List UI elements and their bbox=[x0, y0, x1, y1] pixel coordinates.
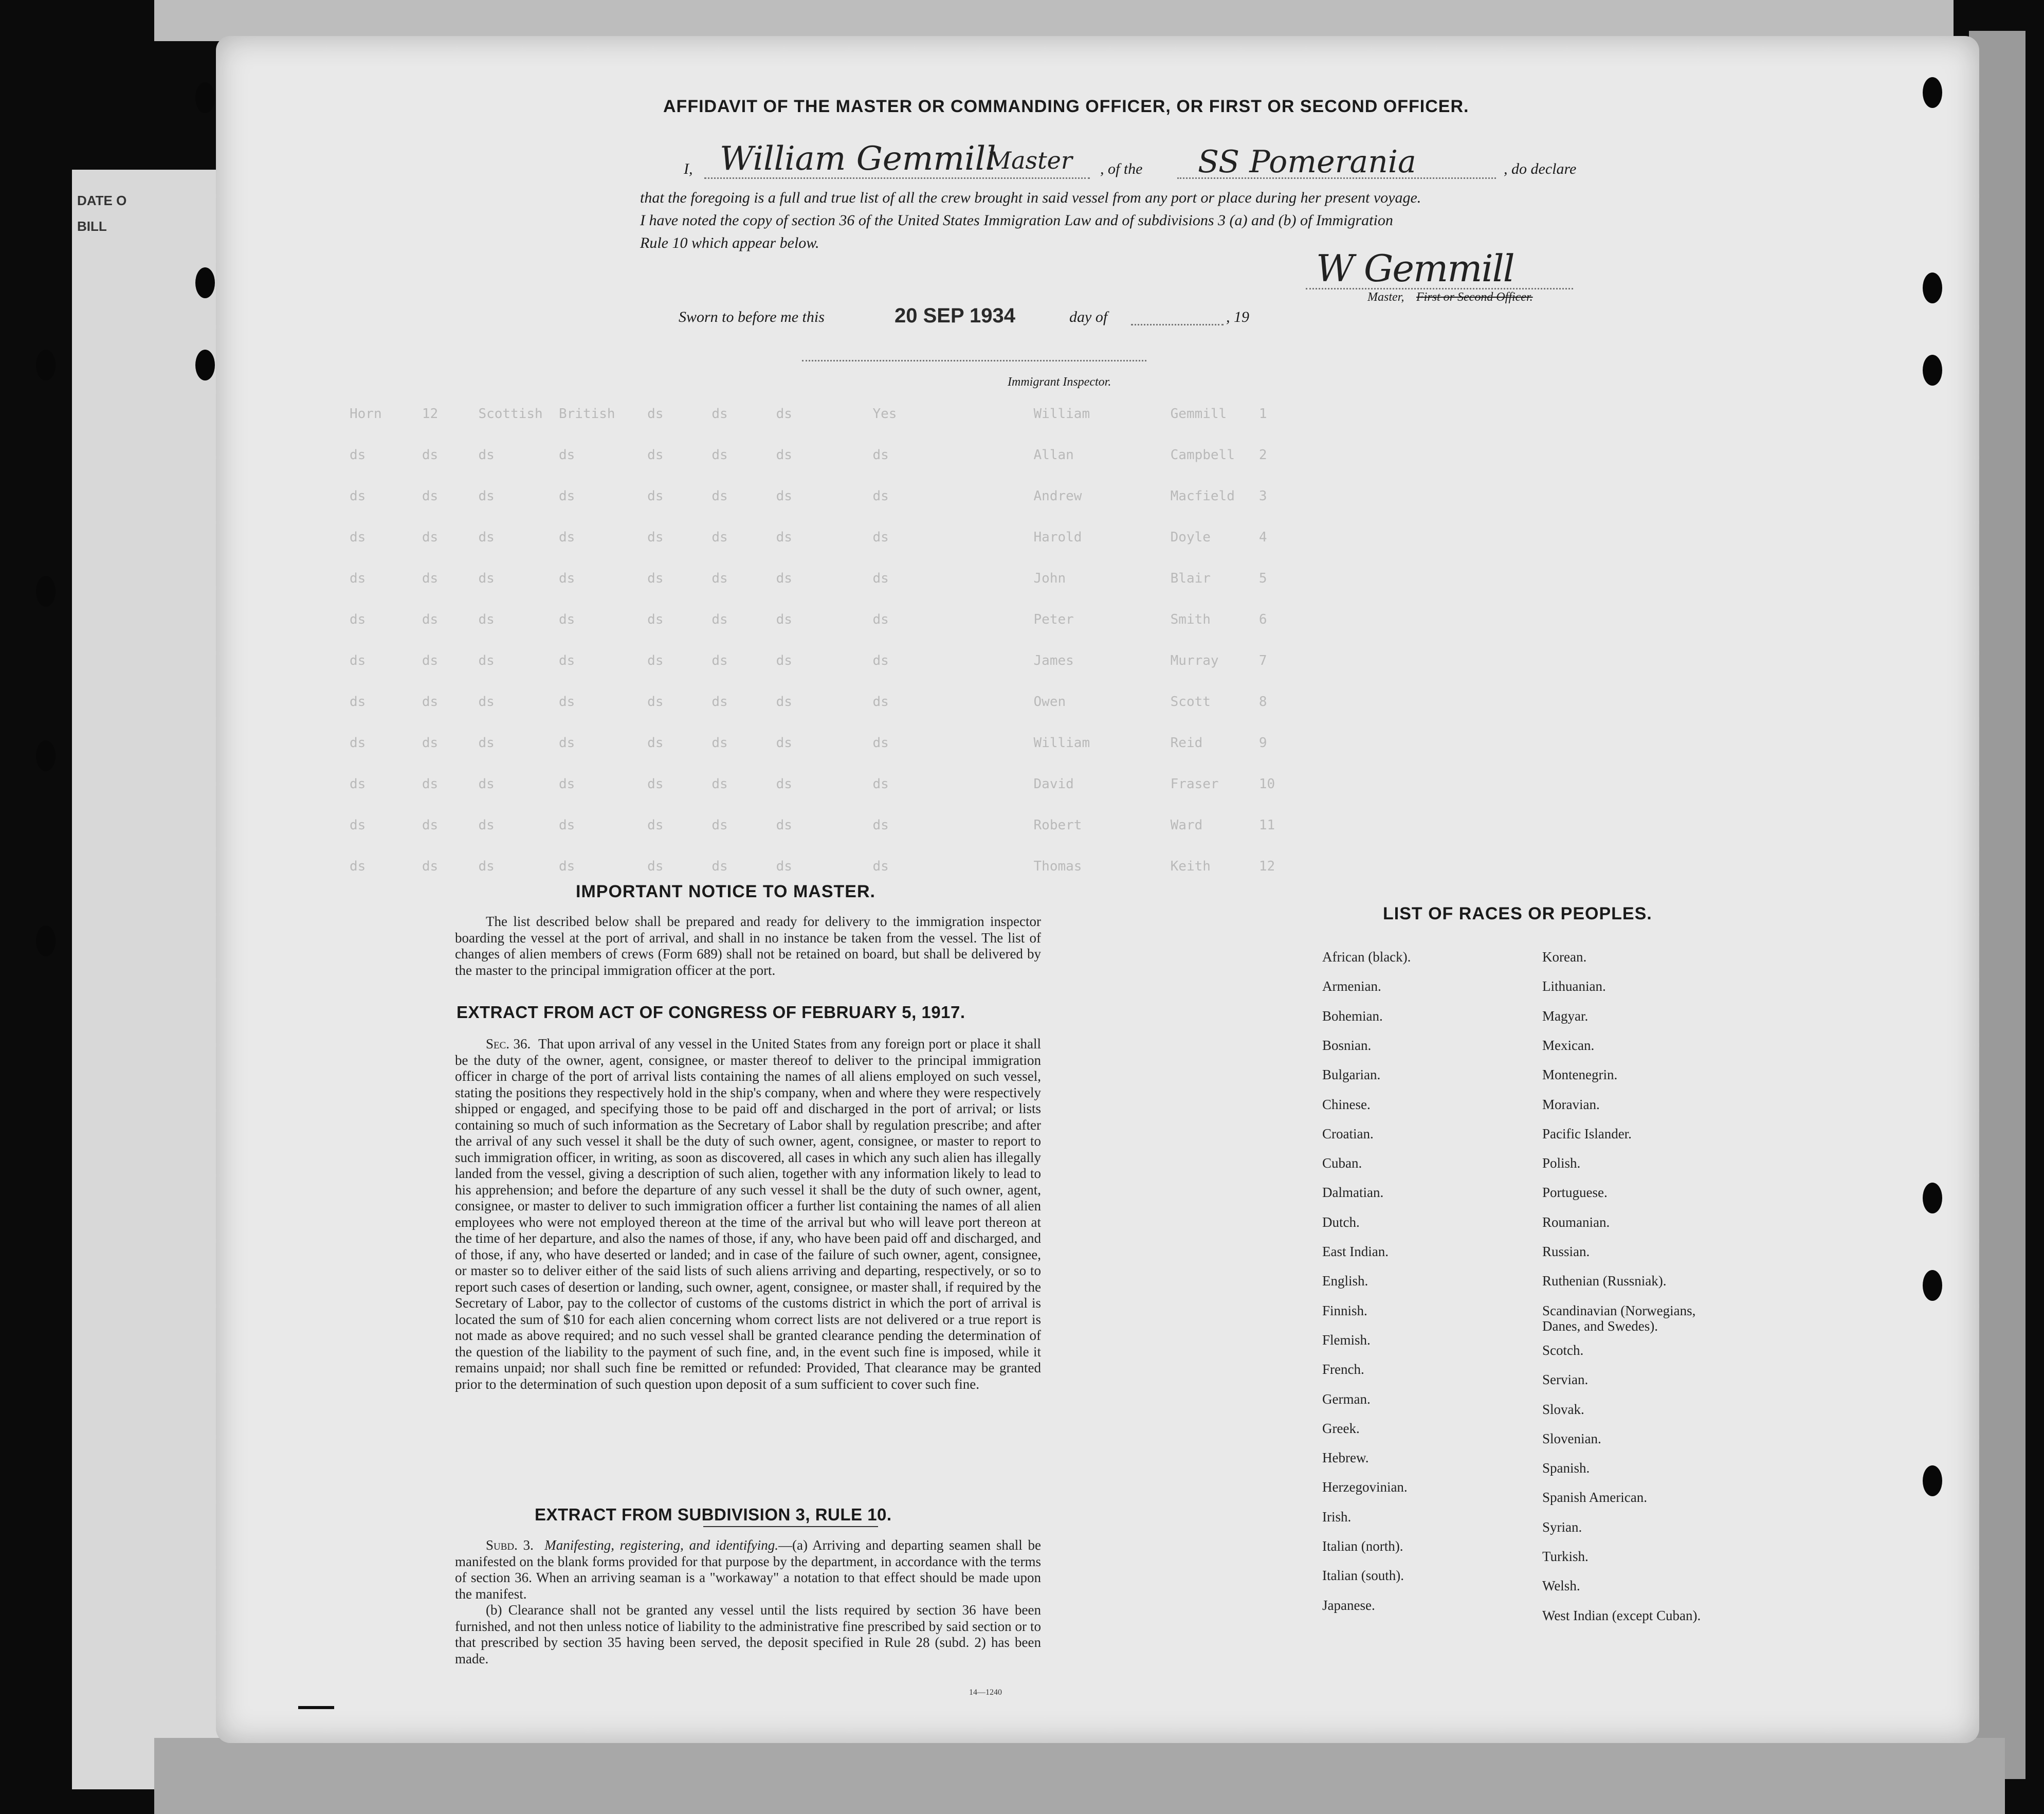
race-item: Armenian. bbox=[1322, 978, 1381, 994]
race-item: German. bbox=[1322, 1391, 1371, 1407]
race-item: Italian (south). bbox=[1322, 1568, 1404, 1583]
race-item: English. bbox=[1322, 1273, 1368, 1289]
master-signature: W Gemmill bbox=[1316, 247, 1514, 290]
signature-caption-master: Master, bbox=[1367, 291, 1404, 304]
bleed-through-row: ds ds ds ds ds ds ds ds Harold Doyle 4 bbox=[350, 530, 1267, 545]
race-item: Ruthenian (Russniak). bbox=[1542, 1273, 1667, 1289]
punch-hole bbox=[1923, 1183, 1942, 1213]
left-strip-label-date: DATE O bbox=[77, 193, 127, 208]
race-item: Montenegrin. bbox=[1542, 1067, 1618, 1082]
bleed-through-row: Horn 12 Scottish British ds ds ds Yes William Gemmill 1 bbox=[350, 406, 1267, 422]
race-item: Polish. bbox=[1542, 1155, 1581, 1171]
rank-handwritten: Master bbox=[987, 147, 1072, 174]
underlying-sheet-left bbox=[72, 170, 236, 1789]
bleed-through-row: ds ds ds ds ds ds ds ds Peter Smith 6 bbox=[350, 612, 1267, 627]
underlying-sheet-top bbox=[154, 0, 1954, 41]
race-item: Turkish. bbox=[1542, 1549, 1589, 1564]
race-item: Cuban. bbox=[1322, 1155, 1362, 1171]
binder-hole bbox=[36, 740, 56, 771]
rule-title-underline bbox=[703, 1526, 878, 1527]
rule-body bbox=[455, 1537, 1041, 1667]
bleed-through-row: ds ds ds ds ds ds ds ds David Fraser 10 bbox=[350, 776, 1275, 792]
punch-hole bbox=[195, 350, 215, 380]
bleed-through-row: ds ds ds ds ds ds ds ds John Blair 5 bbox=[350, 571, 1267, 586]
underlying-sheet-bottom bbox=[154, 1738, 2005, 1814]
binder-hole bbox=[36, 350, 56, 380]
manifest-page bbox=[216, 36, 1979, 1743]
race-item: French. bbox=[1322, 1362, 1364, 1377]
sworn-day-of: day of bbox=[1069, 309, 1108, 325]
affidavit-line-2: that the foregoing is a full and true list of all the crew brought in said vessel from any port or place during her present voyage. bbox=[640, 189, 1421, 206]
punch-hole bbox=[195, 82, 215, 113]
race-item: Japanese. bbox=[1322, 1598, 1375, 1613]
ship-name-handwritten: SS Pomerania bbox=[1198, 144, 1416, 180]
race-item: Pacific Islander. bbox=[1542, 1126, 1632, 1141]
race-item: Chinese. bbox=[1322, 1097, 1371, 1112]
master-name-handwritten: William Gemmill bbox=[720, 140, 996, 178]
affidavit-line-4: Rule 10 which appear below. bbox=[640, 234, 819, 251]
notice-title: IMPORTANT NOTICE TO MASTER. bbox=[576, 882, 875, 901]
notice-body bbox=[455, 914, 1041, 978]
race-item: Roumanian. bbox=[1542, 1214, 1610, 1230]
race-item: Moravian. bbox=[1542, 1097, 1600, 1112]
left-strip-label-bill: BILL bbox=[77, 219, 107, 234]
race-item: Spanish. bbox=[1542, 1460, 1590, 1476]
affidavit-of-the: , of the bbox=[1100, 160, 1143, 177]
bleed-through-row: ds ds ds ds ds ds ds ds Robert Ward 11 bbox=[350, 818, 1275, 833]
race-item: Bohemian. bbox=[1322, 1008, 1383, 1024]
bleed-through-row: ds ds ds ds ds ds ds ds Andrew Macfield 3 bbox=[350, 488, 1267, 504]
affidavit-do-declare: , do declare bbox=[1504, 160, 1577, 177]
bleed-through-row: ds ds ds ds ds ds ds ds Allan Campbell 2 bbox=[350, 447, 1267, 463]
race-item: West Indian (except Cuban). bbox=[1542, 1608, 1701, 1623]
act-section-label: Sec. 36. bbox=[486, 1036, 531, 1051]
rule-subd-label: Subd. 3. bbox=[486, 1537, 534, 1553]
race-item: Scandinavian (Norwegians, Danes, and Swedes). bbox=[1542, 1303, 1696, 1334]
signature-caption-struck: First or Second Officer. bbox=[1416, 291, 1533, 304]
punch-hole bbox=[1923, 1270, 1942, 1301]
race-item: Dalmatian. bbox=[1322, 1185, 1384, 1200]
rule-para-b: (b) Clearance shall not be granted any vessel until the lists required by section 36 have been furnished, and not then unless notice of liability to the administrative fine prescribed by said section or to that prescribed by section 35 having been served, the deposit specified in Rule 28 (subd. 2) has been made. bbox=[455, 1602, 1041, 1666]
act-title: EXTRACT FROM ACT OF CONGRESS OF FEBRUARY 5, 1917. bbox=[457, 1003, 965, 1022]
notice-body-text: The list described below shall be prepared and ready for delivery to the immigration inspector boarding the vessel at the port of arrival, and shall in no instance be taken from the vessel. The list of changes of alien members of crews (Form 689) shall not be retained on board, but shall be delivered by the master to the principal immigration officer at the port. bbox=[455, 914, 1041, 978]
race-item: Servian. bbox=[1542, 1372, 1589, 1387]
race-item: Italian (north). bbox=[1322, 1538, 1403, 1554]
bleed-through-row: ds ds ds ds ds ds ds ds Thomas Keith 12 bbox=[350, 859, 1275, 874]
rule-subd-heading: Manifesting, registering, and identifying. bbox=[544, 1537, 778, 1553]
race-item: Magyar. bbox=[1542, 1008, 1589, 1024]
rule-para-a: —(a) Arriving and departing seamen shall be manifested on the blank forms provided for that purpose by the department, in accordance with the terms of section 36. When an arriving seaman is a "workaway" a notation to that effect should be made upon the manifest. bbox=[455, 1537, 1041, 1602]
margin-dash bbox=[298, 1706, 334, 1709]
binder-hole bbox=[36, 576, 56, 607]
race-item: Irish. bbox=[1322, 1509, 1352, 1525]
binder-hole bbox=[36, 926, 56, 956]
race-item: Portuguese. bbox=[1542, 1185, 1608, 1200]
inspector-label: Immigrant Inspector. bbox=[1008, 375, 1111, 389]
bleed-through-row: ds ds ds ds ds ds ds ds James Murray 7 bbox=[350, 653, 1267, 668]
punch-hole bbox=[195, 267, 215, 298]
affidavit-intro-i: I, bbox=[684, 160, 693, 177]
act-body-text: That upon arrival of any vessel in the United States from any foreign port or place it shall be the duty of the owner, agent, consignee, or master thereof to deliver to the principal immigration officer in charge of the port of arrival lists containing the names of all aliens employed on such vessel, stating the positions they respectively hold in the ship's company, when and where they were respectively shipped or engaged, and specifying those to be paid off and discharged in the port of arrival; or lists containing so much of such information as the Secretary of Labor shall by regulation prescribe; and after the arrival of any such vessel it shall be the duty of such owner, agent, consignee, or master to report to such immigration officer, in writing, as soon as discovered, all cases in which any such alien has illegally landed from the vessel, giving a description of such alien, together with any information likely to lead to his apprehension; and before the departure of any such vessel it shall be the duty of such owner, agent, consignee, or master to deliver to such immigration officer a further list containing the names of all alien employees who were not employed thereon at the time of the arrival but who will leave port thereon at the time of her departure, and also the names of those, if any, who have been paid off and discharged, and of those, if any, who have deserted or landed; and in case of the failure of such owner, agent, consignee, or master so to deliver either of the said lists of such aliens arriving and departing, respectively, or so to report such cases of desertion or landing, such owner, agent, consignee, or master shall, if required by the Secretary of Labor, pay to the collector of customs of the customs district in which the port of arrival is located the sum of $10 for each alien concerning whom correct lists are not delivered or a true report is not made as above required; and no such vessel shall be granted clearance pending the determination of the question of the liability to the payment of such fine, and, in the event such fine is imposed, while it remains unpaid; nor shall such fine be remitted or refunded: Provided, That clearance may be granted prior to the determination of such question upon deposit of a sum sufficient to cover such fine. bbox=[455, 1036, 1042, 1392]
race-item: Syrian. bbox=[1542, 1519, 1582, 1535]
race-item: Hebrew. bbox=[1322, 1450, 1369, 1465]
race-item: Spanish American. bbox=[1542, 1490, 1647, 1505]
bleed-through-row: ds ds ds ds ds ds ds ds Owen Scott 8 bbox=[350, 694, 1267, 710]
race-item: Slovak. bbox=[1542, 1402, 1584, 1417]
race-item: Croatian. bbox=[1322, 1126, 1374, 1141]
race-item: Dutch. bbox=[1322, 1214, 1360, 1230]
race-item: Lithuanian. bbox=[1542, 978, 1606, 994]
race-item: Flemish. bbox=[1322, 1332, 1371, 1348]
race-item: East Indian. bbox=[1322, 1244, 1389, 1259]
race-item: Welsh. bbox=[1542, 1578, 1580, 1593]
sworn-year: , 19 bbox=[1226, 309, 1249, 325]
date-stamp: 20 SEP 1934 bbox=[895, 304, 1016, 327]
signature-line bbox=[1306, 288, 1573, 289]
races-title: LIST OF RACES OR PEOPLES. bbox=[1383, 904, 1652, 923]
rule-title: EXTRACT FROM SUBDIVISION 3, RULE 10. bbox=[535, 1505, 892, 1524]
day-of-blank-line bbox=[1131, 324, 1224, 325]
race-item: Bulgarian. bbox=[1322, 1067, 1381, 1082]
race-item: Herzegovinian. bbox=[1322, 1479, 1408, 1495]
punch-hole bbox=[1923, 273, 1942, 303]
affidavit-line-3: I have noted the copy of section 36 of the United States Immigration Law and of subdivisions 3 (a) and (b) of Immigration bbox=[640, 212, 1393, 229]
act-body bbox=[455, 1036, 1041, 1392]
ship-blank-line bbox=[1177, 177, 1496, 179]
form-number: 14—1240 bbox=[969, 1688, 1002, 1697]
race-item: Bosnian. bbox=[1322, 1038, 1372, 1053]
sworn-text: Sworn to before me this bbox=[679, 309, 825, 325]
affidavit-title: AFFIDAVIT OF THE MASTER OR COMMANDING OFFICER, OR FIRST OR SECOND OFFICER. bbox=[663, 97, 1469, 116]
name-blank-line bbox=[704, 177, 1090, 179]
race-item: Finnish. bbox=[1322, 1303, 1367, 1318]
race-item: Slovenian. bbox=[1542, 1431, 1601, 1446]
race-item: Scotch. bbox=[1542, 1343, 1584, 1358]
bleed-through-row: ds ds ds ds ds ds ds ds William Reid 9 bbox=[350, 735, 1267, 751]
race-item: Greek. bbox=[1322, 1421, 1360, 1436]
race-item: Russian. bbox=[1542, 1244, 1590, 1259]
punch-hole bbox=[1923, 1465, 1942, 1496]
punch-hole bbox=[1923, 355, 1942, 386]
punch-hole bbox=[1923, 77, 1942, 108]
race-item: African (black). bbox=[1322, 949, 1411, 965]
race-item: Mexican. bbox=[1542, 1038, 1595, 1053]
inspector-signature-line bbox=[802, 360, 1146, 361]
race-item: Korean. bbox=[1542, 949, 1587, 965]
